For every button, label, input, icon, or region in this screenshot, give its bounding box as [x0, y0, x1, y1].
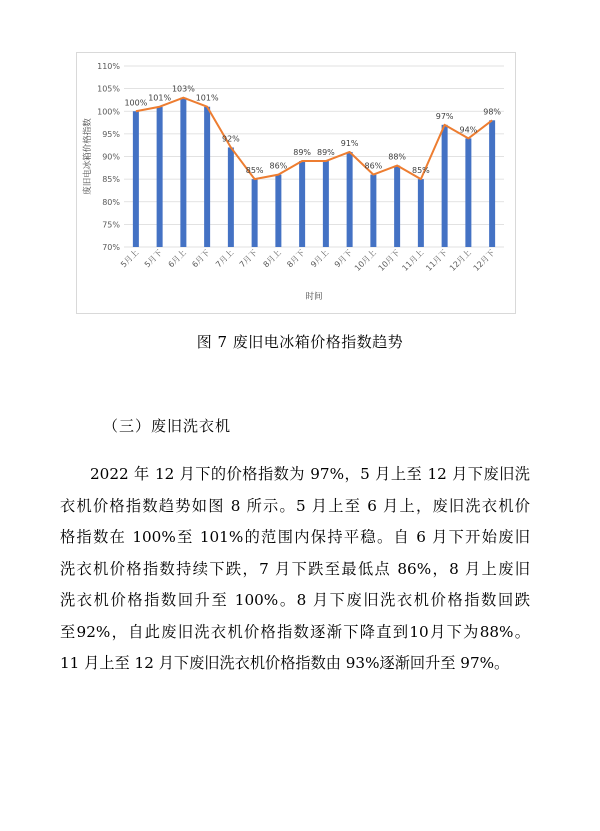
x-tick-label: 10月下: [376, 248, 402, 273]
data-label: 88%: [388, 152, 407, 162]
paragraph-line: 2022 年 12 月下的价格指数为 97%，5 月上至 12 月下废旧洗: [90, 465, 530, 483]
y-tick-label: 105%: [97, 84, 120, 94]
price-index-chart: [76, 52, 516, 314]
x-tick-label: 11月上: [400, 248, 426, 273]
bar: [489, 120, 495, 247]
x-axis-title: 时间: [305, 292, 323, 302]
data-label: 85%: [411, 166, 430, 176]
bar: [370, 175, 376, 247]
section-heading: （三）废旧洗衣机: [103, 417, 232, 435]
bar: [204, 107, 210, 247]
body-paragraph: [60, 459, 530, 680]
y-tick-label: 90%: [102, 152, 120, 162]
x-tick-label: 9月上: [309, 248, 331, 270]
bar: [394, 166, 400, 247]
y-axis-title: 废旧电冰箱价格指数: [83, 118, 93, 195]
x-tick-label: 9月下: [332, 248, 355, 270]
x-tick-label: 7月下: [237, 248, 260, 270]
data-label: 101%: [195, 93, 219, 103]
data-label: 100%: [124, 98, 148, 108]
data-label: 86%: [364, 161, 383, 171]
data-label: 101%: [148, 93, 172, 103]
bar: [180, 98, 186, 247]
bar: [228, 147, 234, 247]
bar: [157, 107, 163, 247]
paragraph-line: 11 月上至 12 月下废旧洗衣机价格指数由 93%逐渐回升至 97%。: [60, 654, 510, 672]
data-label: 92%: [221, 134, 240, 144]
x-tick-label: 6月下: [190, 248, 212, 270]
data-label: 89%: [293, 148, 312, 158]
x-tick-label: 5月上: [119, 248, 141, 270]
paragraph-line: 洗衣机价格指数持续下跌，7 月下跌至最低点 86%，8 月上废旧: [60, 559, 530, 578]
x-tick-label: 6月上: [166, 248, 188, 270]
bar: [347, 152, 353, 247]
figure-caption: 图 7 废旧电冰箱价格指数趋势: [196, 333, 404, 351]
x-tick-label: 8月上: [261, 248, 283, 270]
data-label: 91%: [340, 138, 359, 148]
data-label: 97%: [435, 111, 454, 121]
x-tick-label: 8月下: [285, 248, 307, 270]
y-tick-label: 70%: [102, 243, 120, 252]
paragraph-line: 衣机价格指数趋势如图 8 所示。5 月上至 6 月上，废旧洗衣机价: [60, 496, 530, 515]
y-tick-label: 75%: [102, 220, 120, 230]
bar: [299, 161, 305, 247]
bar: [323, 161, 329, 247]
bar: [442, 125, 448, 247]
paragraph-line: 洗衣机价格指数回升至 100%。8 月下废旧洗衣机价格指数回跌: [60, 591, 530, 609]
paragraph-line: 格指数在 100%至 101%的范围内保持平稳。自 6 月下开始废旧: [60, 528, 530, 546]
y-tick-label: 80%: [102, 197, 120, 207]
x-tick-label: 10月上: [352, 248, 378, 273]
data-label: 85%: [245, 166, 264, 176]
x-tick-label: 5月下: [142, 248, 165, 270]
x-tick-label: 12月下: [471, 248, 497, 273]
y-tick-label: 95%: [102, 129, 120, 139]
bar: [418, 179, 424, 247]
data-label: 86%: [269, 161, 288, 171]
bar: [275, 175, 281, 247]
bar: [133, 111, 139, 247]
x-tick-label: 12月上: [447, 248, 473, 273]
bar: [252, 179, 258, 247]
series-line: [136, 98, 492, 179]
y-tick-label: 110%: [97, 62, 120, 71]
bar: [465, 138, 471, 247]
paragraph-line: 至92%，自此废旧洗衣机价格指数逐渐下降直到10月下为88%。: [60, 622, 530, 641]
x-tick-label: 7月上: [214, 248, 236, 270]
data-label: 89%: [316, 148, 335, 158]
x-tick-label: 11月下: [424, 248, 450, 273]
data-label: 103%: [171, 84, 195, 94]
data-label: 98%: [483, 107, 502, 117]
y-tick-label: 85%: [102, 175, 120, 185]
y-tick-label: 100%: [97, 107, 120, 117]
data-label: 94%: [459, 125, 478, 135]
